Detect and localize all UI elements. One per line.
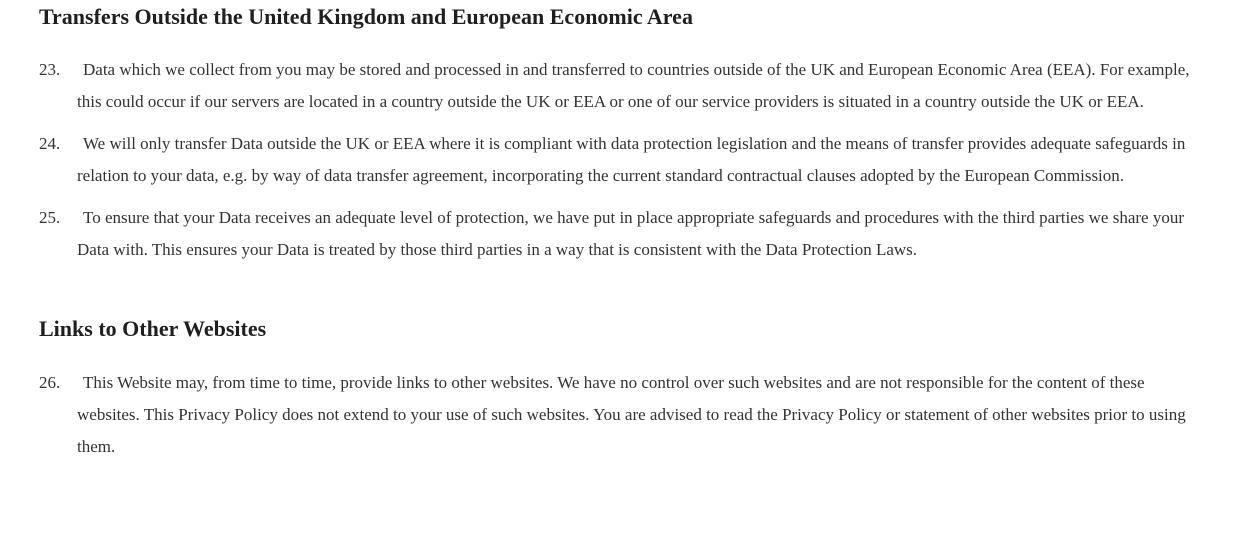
section-heading: Transfers Outside the United Kingdom and European Economic Area [39, 4, 693, 29]
section-links-to-other-websites [39, 314, 1236, 463]
clause-text: We will only transfer Data outside the UK or EEA where it is compliant with data protection legislation and the means of transfer provides adequate safeguards in relation to your data, e.g. by way of data transfer agreement, incorporating the current standard contractual clauses adopted by the European Commission. [77, 134, 1186, 185]
clause-item [39, 202, 1203, 266]
clause-item [39, 54, 1203, 118]
clause-list [39, 54, 1236, 266]
clause-text: To ensure that your Data receives an adequate level of protection, we have put in place appropriate safeguards and procedures with the third parties we share your Data with. This ensures your Data is treated by those third parties in a way that is consistent with the Data Protection Laws. [77, 208, 1185, 259]
clause-list [39, 367, 1236, 463]
clause-item [39, 128, 1203, 192]
clause-number: 26. [39, 373, 61, 392]
clause-number: 25. [39, 208, 61, 227]
clause-text: This Website may, from time to time, provide links to other websites. We have no control over such websites and are not responsible for the content of these websites. This Privacy Policy does not extend to your use of such websites. You are advised to read the Privacy Policy or statement of other websites prior to using them. [77, 373, 1186, 456]
clause-number: 23. [39, 60, 61, 79]
section-heading: Links to Other Websites [39, 316, 267, 341]
clause-text: Data which we collect from you may be stored and processed in and transferred to countries outside of the UK and European Economic Area (EEA). For example, this could occur if our servers are located in a country outside the UK or EEA or one of our service providers is situated in a country outside the UK or EEA. [77, 60, 1190, 111]
section-international-transfers [39, 0, 1236, 266]
clause-number: 24. [39, 134, 61, 153]
clause-item [39, 367, 1203, 463]
